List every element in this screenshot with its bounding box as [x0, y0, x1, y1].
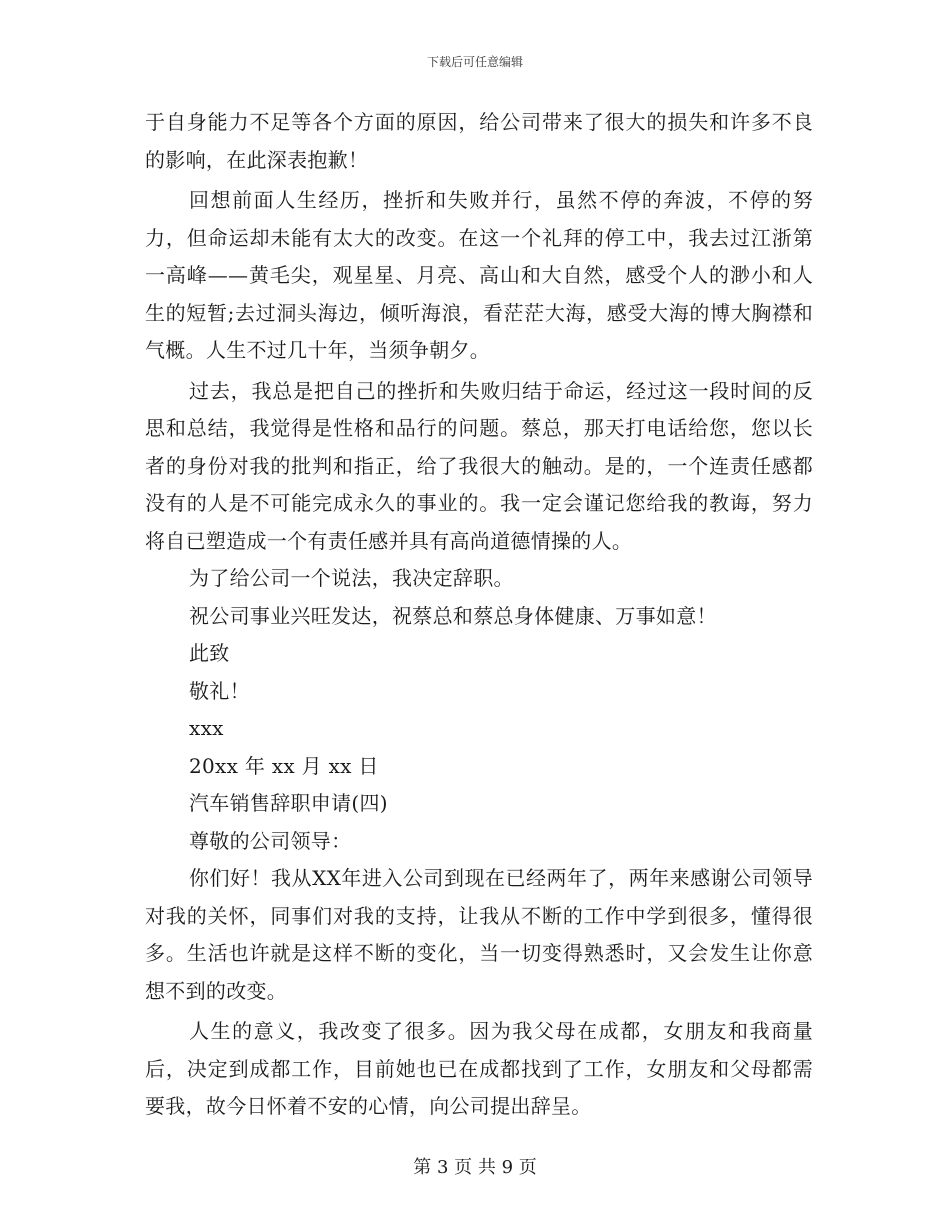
signature-date: 20xx 年 xx 月 xx 日	[189, 753, 379, 778]
paragraph-reason: 人生的意义，我改变了很多。因为我父母在成都，女朋友和我商量后，决定到成都工作，目前她也已在成都找到了工作，女朋友和父母都需要我，故今日怀着不安的心情，向公司提出辞呈。	[145, 1019, 813, 1118]
paragraph-apology-end: 于自身能力不足等各个方面的原因，给公司带来了很大的损失和许多不良的影响，在此深表抱歉！	[145, 110, 813, 172]
section-title: 汽车销售辞职申请(四)	[189, 791, 388, 815]
paragraph-character: 过去，我总是把自己的挫折和失败归结于命运，经过这一段时间的反思和总结，我觉得是性格和品行的问题。蔡总，那天打电话给您，您以长者的身份对我的批判和指正，给了我很大的触动。是的，一个连责任感都没有的人是不可能完成永久的事业的。我一定会谨记您给我的教诲，努力将自已塑造成一个有责任感并具有高尚道德情操的人。	[145, 378, 813, 553]
document-body	[145, 104, 813, 1126]
closing-regards: 敬礼！	[189, 678, 250, 703]
page-header: 下载后可任意编辑	[426, 55, 523, 69]
signature-name: xxx	[189, 716, 224, 740]
paragraph-reflection: 回想前面人生经历，挫折和失败并行，虽然不停的奔波，不停的努力，但命运却未能有太大的改变。在这一个礼拜的停工中，我去过江浙第一高峰——黄毛尖，观星星、月亮、高山和大自然，感受个人的渺小和人生的短暂;去过洞头海边，倾听海浪，看茫茫大海，感受大海的博大胸襟和气概。人生不过几十年，当须争朝夕。	[145, 188, 813, 362]
closing-salutation: 此致	[189, 641, 230, 665]
paragraph-gratitude: 你们好！我从XX年进入公司到现在已经两年了，两年来感谢公司领导对我的关怀，同事们对我的支持，让我从不断的工作中学到很多，懂得很多。生活也许就是这样不断的变化，当一切变得熟悉时，又会发生让你意想不到的改变。	[145, 866, 813, 1003]
paragraph-wishes: 祝公司事业兴旺发达，祝蔡总和蔡总身体健康、万事如意！	[189, 603, 717, 628]
letter-greeting: 尊敬的公司领导：	[189, 828, 352, 853]
paragraph-resign-decision: 为了给公司一个说法，我决定辞职。	[189, 566, 514, 590]
page-number: 第 3 页 共 9 页	[413, 1157, 537, 1178]
